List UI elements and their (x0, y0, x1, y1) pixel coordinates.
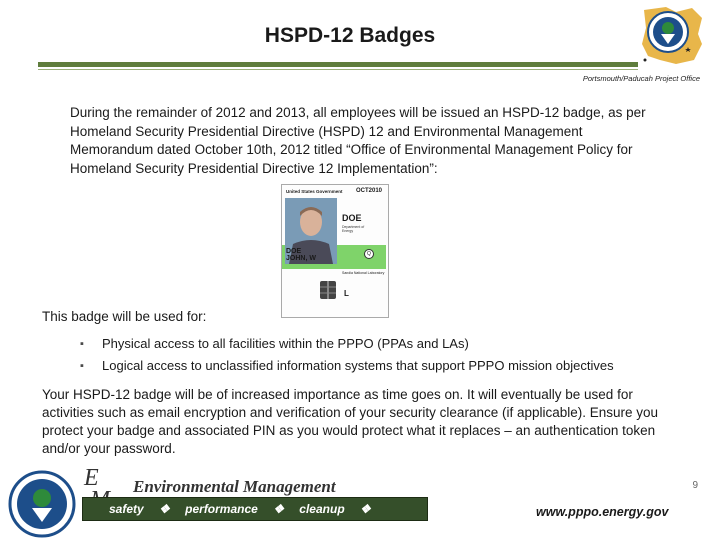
bullet-item: ▪ Logical access to unclassified information systems that support PPPO mission objectives (80, 355, 614, 377)
em-title: Environmental Management (133, 477, 336, 496)
em-tagline-bar (82, 497, 428, 538)
slide-title: HSPD-12 Badges (264, 24, 436, 47)
badge-government: United States Government (286, 189, 343, 194)
badge-department: Department of Energy (342, 225, 365, 233)
closing-paragraph: Your HSPD-12 badge will be of increased importance as time goes on. It will eventually be used for activities such as email encryption and verification of your security clearance (if applicable). Ensure you protect your badge and associated PIN as you would protect what it replaces – an authentication token and/or your password. (42, 387, 659, 456)
hspd12-badge-image (281, 184, 389, 318)
badge-circle-mark: Q (364, 249, 374, 259)
intro-paragraph: During the remainder of 2012 and 2013, all employees will be issued an HSPD-12 badge, as per Homeland Security Presidential Directive (HSPD) 12 and Environmental Management Memorandum dated October 10th, 2012 titled “Office of Environmental Management Policy for Homeland Security Presidential Directive 12 Implementation”: (70, 105, 646, 176)
title-rule-thin (38, 69, 638, 70)
badge-name-line1: DOE (286, 248, 302, 255)
badge-lab: Sandia National Laboratory (342, 271, 385, 275)
tagline-performance: performance (185, 502, 258, 516)
tagline-separator: ❖ (273, 502, 284, 516)
tagline-separator: ❖ (159, 502, 170, 516)
bullet-item: ▪ Physical access to all facilities within the PPPO (PPAs and LAs) (80, 333, 614, 355)
website-link[interactable]: www.pppo.energy.gov (536, 505, 669, 519)
office-caption: Portsmouth/Paducah Project Office (582, 74, 700, 83)
badge-name-line2: JOHN, W (286, 255, 316, 262)
doe-seal-map-logo (636, 4, 706, 66)
tagline-safety: safety (109, 502, 144, 516)
badge-chip-icon (320, 281, 336, 299)
em-mark-e: E (84, 465, 99, 491)
tagline-cleanup: cleanup (299, 502, 345, 516)
page-number: 9 (692, 480, 698, 491)
usage-bullet-list (80, 333, 614, 377)
tagline-separator: ❖ (360, 502, 371, 516)
badge-name (286, 248, 316, 262)
badge-org-code: DOE (342, 213, 362, 223)
doe-seal-icon (8, 470, 76, 538)
tagline-closure: closure (95, 524, 138, 538)
title-rule (38, 62, 638, 67)
badge-letter: L (344, 289, 349, 298)
used-for-heading: This badge will be used for: (42, 309, 207, 324)
badge-expiry: OCT2010 (355, 188, 382, 194)
